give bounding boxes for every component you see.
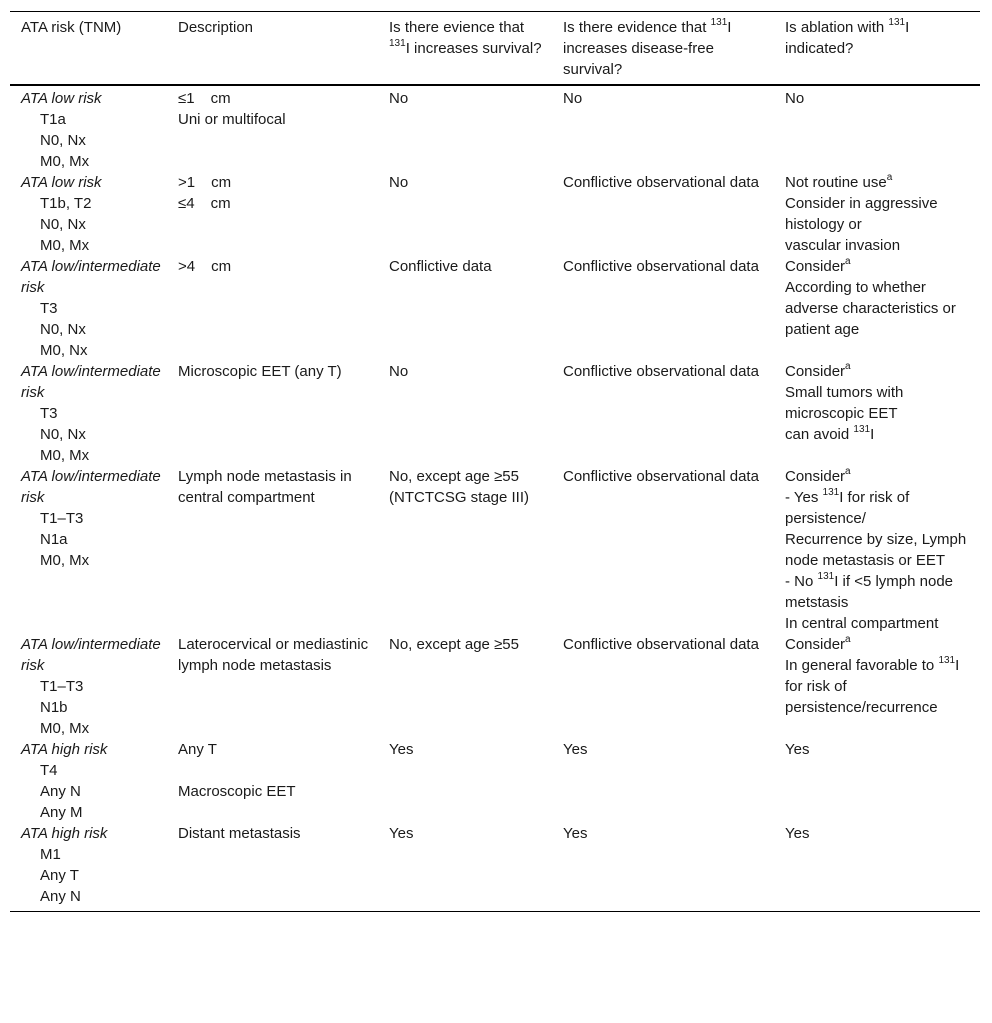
survival-cell: Conflictive data — [389, 258, 492, 275]
tnm-value: N1a — [40, 531, 68, 548]
description-line — [178, 88, 372, 109]
tnm-value: M0, Nx — [40, 342, 88, 359]
ablation-cell — [774, 85, 980, 172]
table-body — [10, 85, 980, 912]
table-row — [10, 172, 980, 256]
risk-category: ATA low/intermediate risk — [21, 636, 161, 674]
superscript: 131 — [710, 17, 728, 28]
disease-free-cell: Conflictive observational data — [563, 468, 759, 485]
disease-free-cell: Conflictive observational data — [563, 258, 759, 275]
survival-cell: No, except age ≥55 (NTCTCSG stage III) — [389, 468, 530, 506]
description-cell — [167, 634, 378, 739]
description-text: Macroscopic EET — [178, 783, 296, 800]
tnm-value: T1b, T2 — [40, 195, 92, 212]
ablation-line: In general favorable to $^{131}$I — [785, 655, 960, 674]
superscript: 131 — [938, 655, 956, 666]
ablation-cell — [774, 823, 980, 912]
disease-free-cell: Yes — [563, 741, 588, 758]
ablation-line: - Yes $^{131}$I for risk of persistence/ — [785, 487, 910, 527]
ablation-cell — [774, 172, 980, 256]
description-text: ≤1 — [178, 90, 195, 107]
disease-free-cell: Conflictive observational data — [563, 636, 759, 653]
tnm-value: Any N — [40, 888, 81, 905]
tnm-value: N0, Nx — [40, 426, 86, 443]
ata-risk-table — [10, 11, 980, 912]
ablation-cell — [774, 256, 980, 361]
risk-category: ATA low/intermediate risk — [21, 258, 161, 296]
ablation-line: Consider$^a$ — [785, 361, 851, 380]
superscript: 131 — [888, 17, 906, 28]
ablation-line: Yes — [785, 825, 810, 842]
header-label: Is there evidence that $^{131}$I increases disease-free survival? — [563, 17, 732, 78]
superscript: 131 — [389, 38, 406, 49]
column-header-description — [167, 12, 378, 86]
description-text: Laterocervical or mediastinic lymph node metastasis — [178, 636, 369, 674]
tnm-value: T1a — [40, 111, 66, 128]
tnm-value: N0, Nx — [40, 321, 86, 338]
tnm-value: M0, Mx — [40, 720, 90, 737]
tnm-value: Any M — [40, 804, 83, 821]
description-line — [178, 172, 372, 193]
ablation-line: In central compartment — [785, 615, 939, 632]
ablation-line: - No $^{131}$I if <5 lymph node metstasis — [785, 571, 954, 611]
description-text: Lymph node metastasis in central compartment — [178, 468, 352, 506]
description-cell — [167, 172, 378, 256]
risk-category: ATA low risk — [21, 90, 102, 107]
description-line — [178, 634, 372, 676]
disease-free-cell: Yes — [563, 825, 588, 842]
superscript: a — [845, 256, 851, 267]
header-label: Description — [178, 19, 254, 36]
ablation-cell — [774, 466, 980, 634]
description-unit: cm — [210, 90, 231, 107]
description-cell — [167, 85, 378, 172]
disease-free-cell: Conflictive observational data — [563, 363, 759, 380]
ablation-cell — [774, 361, 980, 466]
table-row — [10, 739, 980, 823]
ablation-line: Consider$^a$ — [785, 256, 851, 275]
table-header — [10, 12, 980, 86]
tnm-value: N0, Nx — [40, 216, 86, 233]
survival-cell: Yes — [389, 741, 414, 758]
table-row — [10, 256, 980, 361]
description-text: >1 — [178, 174, 196, 191]
table-row — [10, 361, 980, 466]
description-text: Any T — [178, 741, 217, 758]
description-text: Distant metastasis — [178, 825, 301, 842]
tnm-value: Any T — [40, 867, 79, 884]
description-cell — [167, 256, 378, 361]
tnm-value: N1b — [40, 699, 68, 716]
description-unit: cm — [210, 195, 231, 212]
ablation-line: Consider$^a$ — [785, 466, 851, 485]
header-row — [10, 12, 980, 86]
risk-cell — [10, 823, 167, 912]
description-cell — [167, 739, 378, 823]
superscript: a — [845, 361, 851, 372]
survival-cell: No — [389, 363, 409, 380]
header-label: Is ablation with $^{131}$I indicated? — [785, 17, 910, 57]
risk-category: ATA low risk — [21, 174, 102, 191]
risk-cell — [10, 172, 167, 256]
superscript: a — [845, 466, 851, 477]
disease-free-cell: No — [563, 90, 583, 107]
description-text: Uni or multifocal — [178, 111, 286, 128]
tnm-value: N0, Nx — [40, 132, 86, 149]
description-line — [178, 781, 372, 802]
ablation-cell — [774, 634, 980, 739]
description-text: ≤4 — [178, 195, 195, 212]
ablation-line: can avoid $^{131}$I — [785, 424, 875, 443]
description-unit: cm — [211, 174, 232, 191]
table-row — [10, 466, 980, 634]
risk-cell — [10, 85, 167, 172]
header-label: ATA risk (TNM) — [21, 19, 122, 36]
tnm-value: T3 — [40, 405, 58, 422]
table-row — [10, 85, 980, 172]
tnm-value: T1–T3 — [40, 678, 84, 695]
ablation-line: Not routine use$^a$ — [785, 172, 893, 191]
ablation-cell — [774, 739, 980, 823]
tnm-value: M0, Mx — [40, 447, 90, 464]
tnm-value: T1–T3 — [40, 510, 84, 527]
risk-category: ATA high risk — [21, 741, 108, 758]
risk-cell — [10, 361, 167, 466]
risk-category: ATA low/intermediate risk — [21, 468, 161, 506]
superscript: 131 — [853, 424, 871, 435]
ablation-line: According to whether adverse characteristics or patient age — [785, 279, 956, 338]
column-header-ablation — [774, 12, 980, 86]
disease-free-cell: Conflictive observational data — [563, 174, 759, 191]
description-cell — [167, 823, 378, 912]
tnm-value: Any N — [40, 783, 81, 800]
description-line — [178, 739, 372, 760]
ablation-line: Yes — [785, 741, 810, 758]
description-cell — [167, 466, 378, 634]
ablation-line: vascular invasion — [785, 237, 901, 254]
ablation-line: Recurrence by size, Lymph node metastasis or EET — [785, 531, 967, 569]
ablation-line: for risk of persistence/recurrence — [785, 678, 938, 716]
tnm-value: M0, Mx — [40, 552, 90, 569]
risk-cell — [10, 256, 167, 361]
description-line — [178, 361, 372, 382]
tnm-value: M0, Mx — [40, 153, 90, 170]
risk-category: ATA high risk — [21, 825, 108, 842]
description-cell — [167, 361, 378, 466]
description-line — [178, 823, 372, 844]
survival-cell: No, except age ≥55 — [389, 636, 519, 653]
table-row — [10, 634, 980, 739]
column-header-ata-risk — [10, 12, 167, 86]
column-header-survival — [378, 12, 552, 86]
tnm-value: T4 — [40, 762, 58, 779]
description-line — [178, 466, 372, 508]
description-line — [178, 109, 372, 130]
ablation-line: Consider in aggressive histology or — [785, 195, 938, 233]
ablation-line: No — [785, 90, 805, 107]
tnm-value: M0, Mx — [40, 237, 90, 254]
description-line — [178, 193, 372, 214]
superscript: a — [845, 634, 851, 645]
ablation-line: Consider$^a$ — [785, 634, 851, 653]
superscript: a — [886, 172, 893, 183]
table-row — [10, 823, 980, 912]
description-unit: cm — [211, 258, 232, 275]
risk-cell — [10, 466, 167, 634]
header-label: Is there evience that $^{131}$I increases survival? — [389, 19, 542, 57]
risk-category: ATA low/intermediate risk — [21, 363, 161, 401]
tnm-value: T3 — [40, 300, 58, 317]
survival-cell: Yes — [389, 825, 414, 842]
survival-cell: No — [389, 90, 409, 107]
risk-cell — [10, 634, 167, 739]
ablation-line: Small tumors with microscopic EET — [785, 384, 904, 422]
tnm-value: M1 — [40, 846, 61, 863]
superscript: 131 — [817, 571, 835, 582]
description-line — [178, 256, 372, 277]
column-header-disease-free — [552, 12, 774, 86]
description-text: >4 — [178, 258, 196, 275]
risk-cell — [10, 739, 167, 823]
blank-line — [178, 760, 372, 781]
description-text: Microscopic EET (any T) — [178, 363, 342, 380]
survival-cell: No — [389, 174, 409, 191]
superscript: 131 — [822, 487, 840, 498]
